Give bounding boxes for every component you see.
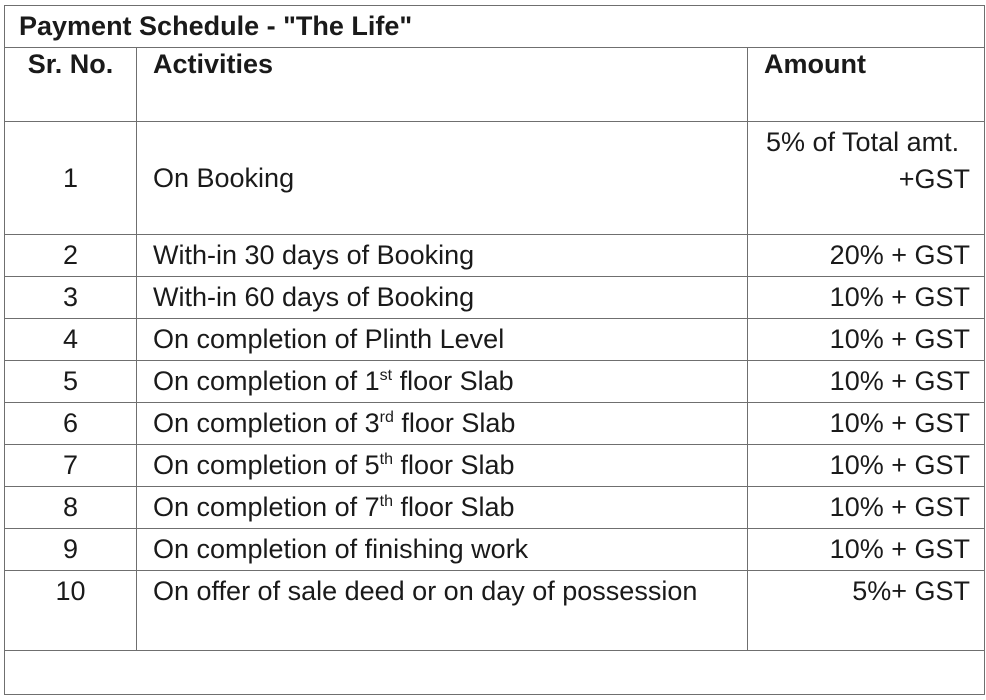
row-activity: [137, 361, 748, 403]
row-amount-line1: 5% of Total amt.: [766, 127, 960, 157]
ordinal-suffix: rd: [379, 409, 394, 426]
row-activity: [137, 487, 748, 529]
row-activity: On completion of Plinth Level: [137, 319, 748, 361]
table-row: [5, 403, 985, 445]
payment-schedule-table: [4, 5, 985, 695]
row-sr-no: 1: [5, 122, 137, 235]
row-amount: 10% + GST: [748, 487, 985, 529]
row-sr-no: 7: [5, 445, 137, 487]
activity-text: On completion of 3: [153, 408, 380, 438]
row-activity: On completion of finishing work: [137, 529, 748, 571]
ordinal-suffix: st: [379, 367, 393, 384]
table-row: [5, 235, 985, 277]
row-sr-no: 10: [5, 571, 137, 651]
table-row: [5, 529, 985, 571]
table-row: [5, 445, 985, 487]
table-row: [5, 122, 985, 235]
table-row: [5, 277, 985, 319]
row-sr-no: 2: [5, 235, 137, 277]
row-amount: 10% + GST: [748, 361, 985, 403]
row-activity: With-in 30 days of Booking: [137, 235, 748, 277]
row-amount: 10% + GST: [748, 445, 985, 487]
activity-text: On completion of 7: [153, 492, 380, 522]
row-activity: [137, 403, 748, 445]
activity-text-end: floor Slab: [393, 408, 516, 438]
row-amount: 10% + GST: [748, 529, 985, 571]
activity-text-end: floor Slab: [392, 450, 515, 480]
ordinal-suffix: th: [379, 451, 393, 468]
activity-text-end: floor Slab: [392, 492, 515, 522]
row-sr-no: 3: [5, 277, 137, 319]
row-activity: On Booking: [137, 122, 748, 235]
header-row: [5, 48, 985, 122]
row-sr-no: 8: [5, 487, 137, 529]
table-row: [5, 487, 985, 529]
row-sr-no: 4: [5, 319, 137, 361]
empty-cell: [5, 651, 985, 695]
table-title: Payment Schedule - "The Life": [5, 6, 985, 48]
row-amount: 10% + GST: [748, 277, 985, 319]
activity-text: On completion of 1: [153, 366, 380, 396]
table-row: [5, 571, 985, 651]
activity-text: On completion of 5: [153, 450, 380, 480]
title-row: [5, 6, 985, 48]
row-sr-no: 6: [5, 403, 137, 445]
activity-text-end: floor Slab: [392, 366, 514, 396]
row-activity: With-in 60 days of Booking: [137, 277, 748, 319]
table-row: [5, 361, 985, 403]
row-amount: 10% + GST: [748, 403, 985, 445]
header-sr-no: Sr. No.: [5, 48, 137, 122]
row-activity: On offer of sale deed or on day of possession: [137, 571, 748, 651]
header-amount: Amount: [748, 48, 985, 122]
header-activities: Activities: [137, 48, 748, 122]
row-sr-no: 9: [5, 529, 137, 571]
row-amount: 5%+ GST: [748, 571, 985, 651]
row-amount: 10% + GST: [748, 319, 985, 361]
row-amount-line2: +GST: [898, 164, 970, 194]
row-activity: [137, 445, 748, 487]
row-amount: 20% + GST: [748, 235, 985, 277]
empty-footer-row: [5, 651, 985, 695]
row-sr-no: 5: [5, 361, 137, 403]
ordinal-suffix: th: [379, 493, 393, 510]
row-amount: [748, 122, 985, 235]
table-row: [5, 319, 985, 361]
